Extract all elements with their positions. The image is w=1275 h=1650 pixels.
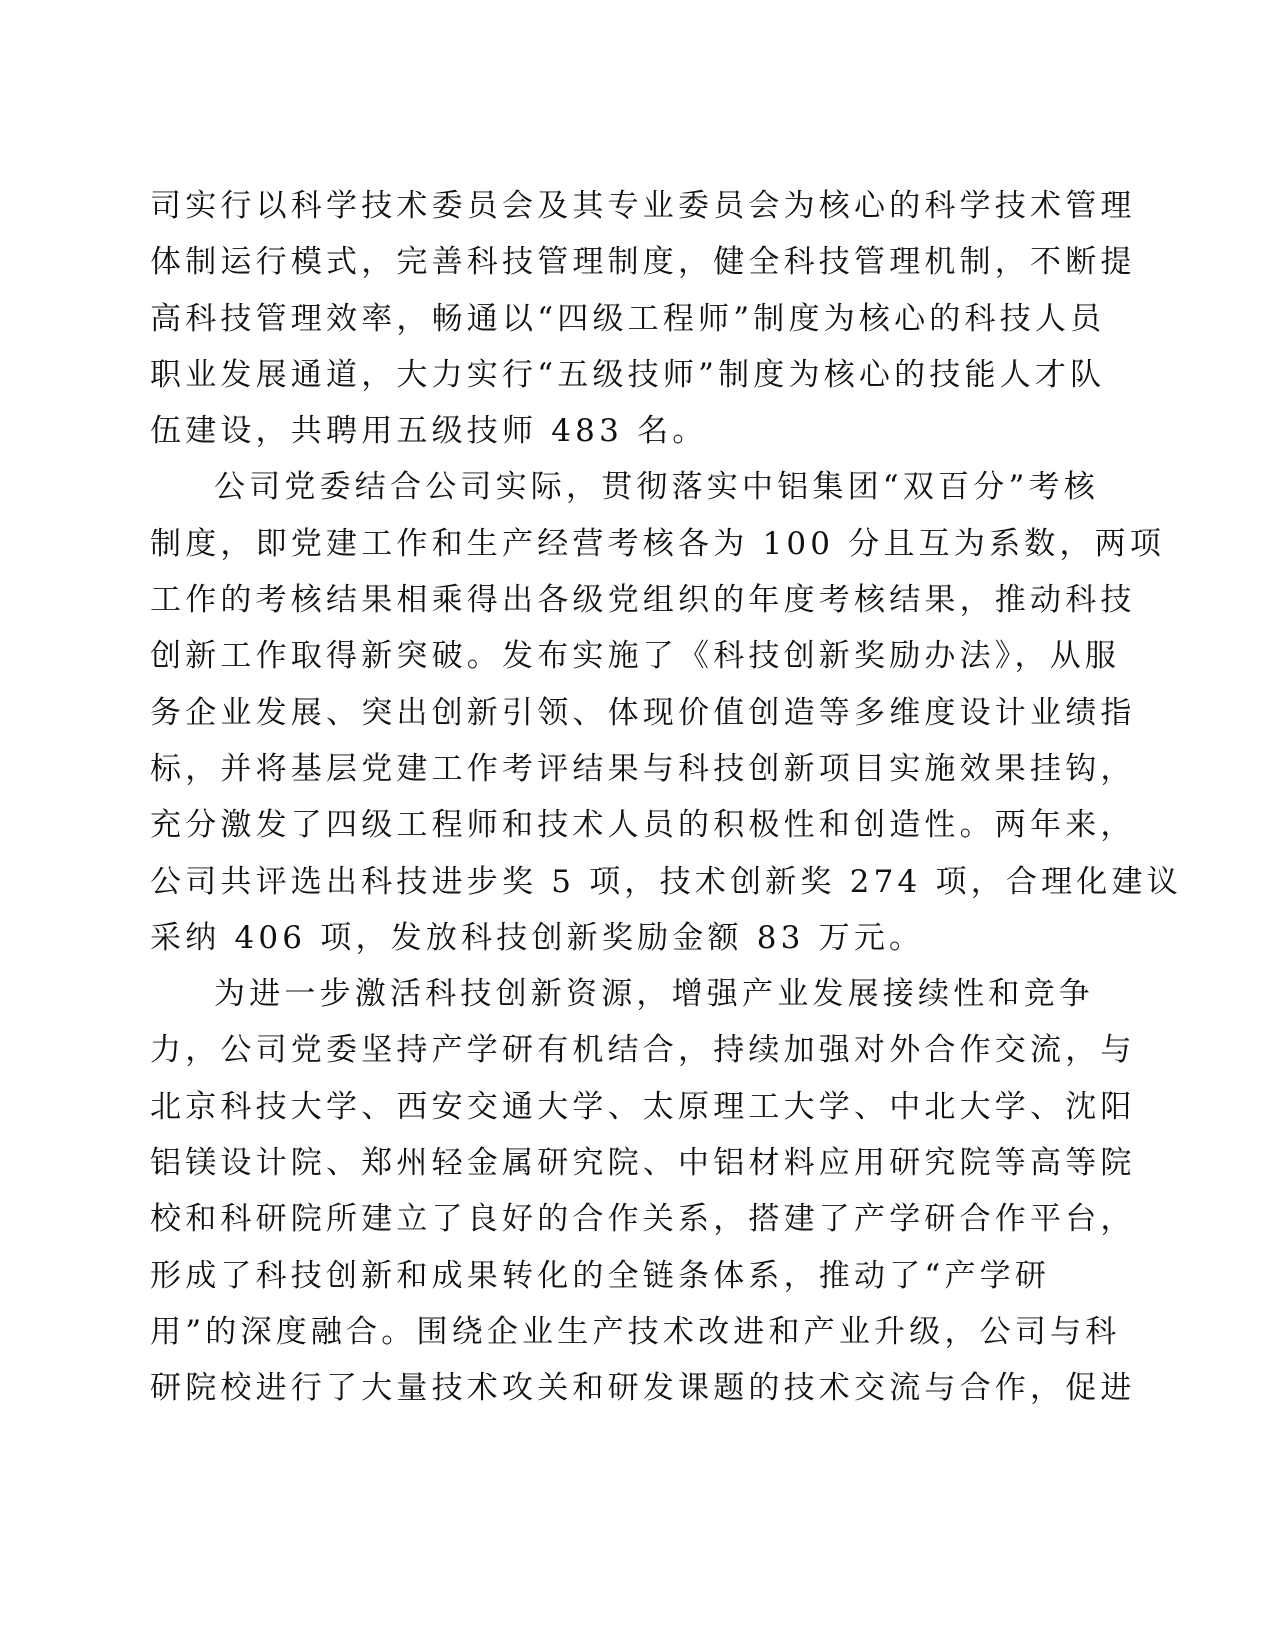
text-line: 职业发展通道，大力实行“五级技师”制度为核心的技能人才队 [150, 356, 1106, 393]
text-line: 力，公司党委坚持产学研有机结合，持续加强对外合作交流，与 [150, 1032, 1136, 1069]
text-line: 工作的考核结果相乘得出各级党组织的年度考核结果，推动科技 [150, 582, 1136, 619]
text-line: 司实行以科学技术委员会及其专业委员会为核心的科学技术管理 [150, 188, 1136, 224]
text-line: 研院校进行了大量技术攻关和研发课题的技术交流与合作，促进 [150, 1370, 1136, 1407]
text-line: 体制运行模式，完善科技管理制度，健全科技管理机制，不断提 [150, 244, 1136, 281]
text-line: 务企业发展、突出创新引领、体现价值创造等多维度设计业绩指 [150, 694, 1136, 731]
text-line: 铝镁设计院、郑州轻金属研究院、中铝材料应用研究院等高等院 [150, 1145, 1136, 1182]
text-line: 充分激发了四级工程师和技术人员的积极性和创造性。两年来， [150, 807, 1136, 844]
body-text [150, 178, 1182, 1417]
paragraph-first-line: 公司党委结合公司实际，贯彻落实中铝集团“双百分”考核 [214, 469, 1099, 506]
text-line: 校和科研院所建立了良好的合作关系，搭建了产学研合作平台， [150, 1201, 1136, 1238]
text-line: 创新工作取得新突破。发布实施了《科技创新奖励办法》，从服 [150, 638, 1121, 675]
text-line: 制度，即党建工作和生产经营考核各为 100 分且互为系数，两项 [150, 525, 1166, 562]
text-line: 形成了科技创新和成果转化的全链条体系，推动了“产学研 [150, 1257, 1051, 1294]
text-line: 用”的深度融合。围绕企业生产技术改进和产业升级，公司与科 [150, 1313, 1121, 1350]
text-line: 北京科技大学、西安交通大学、太原理工大学、中北大学、沈阳 [150, 1088, 1136, 1125]
text-line: 采纳 406 项，发放科技创新奖励金额 83 万元。 [150, 919, 925, 956]
text-line: 标，并将基层党建工作考评结果与科技创新项目实施效果挂钩， [150, 750, 1136, 787]
text-line: 高科技管理效率，畅通以“四级工程师”制度为核心的科技人员 [150, 300, 1106, 337]
text-line: 伍建设，共聘用五级技师 483 名。 [150, 413, 708, 450]
text-line: 公司共评选出科技进步奖 5 项，技术创新奖 274 项，合理化建议 [150, 863, 1182, 900]
paragraph-first-line: 为进一步激活科技创新资源，增强产业发展接续性和竞争 [214, 976, 1094, 1013]
